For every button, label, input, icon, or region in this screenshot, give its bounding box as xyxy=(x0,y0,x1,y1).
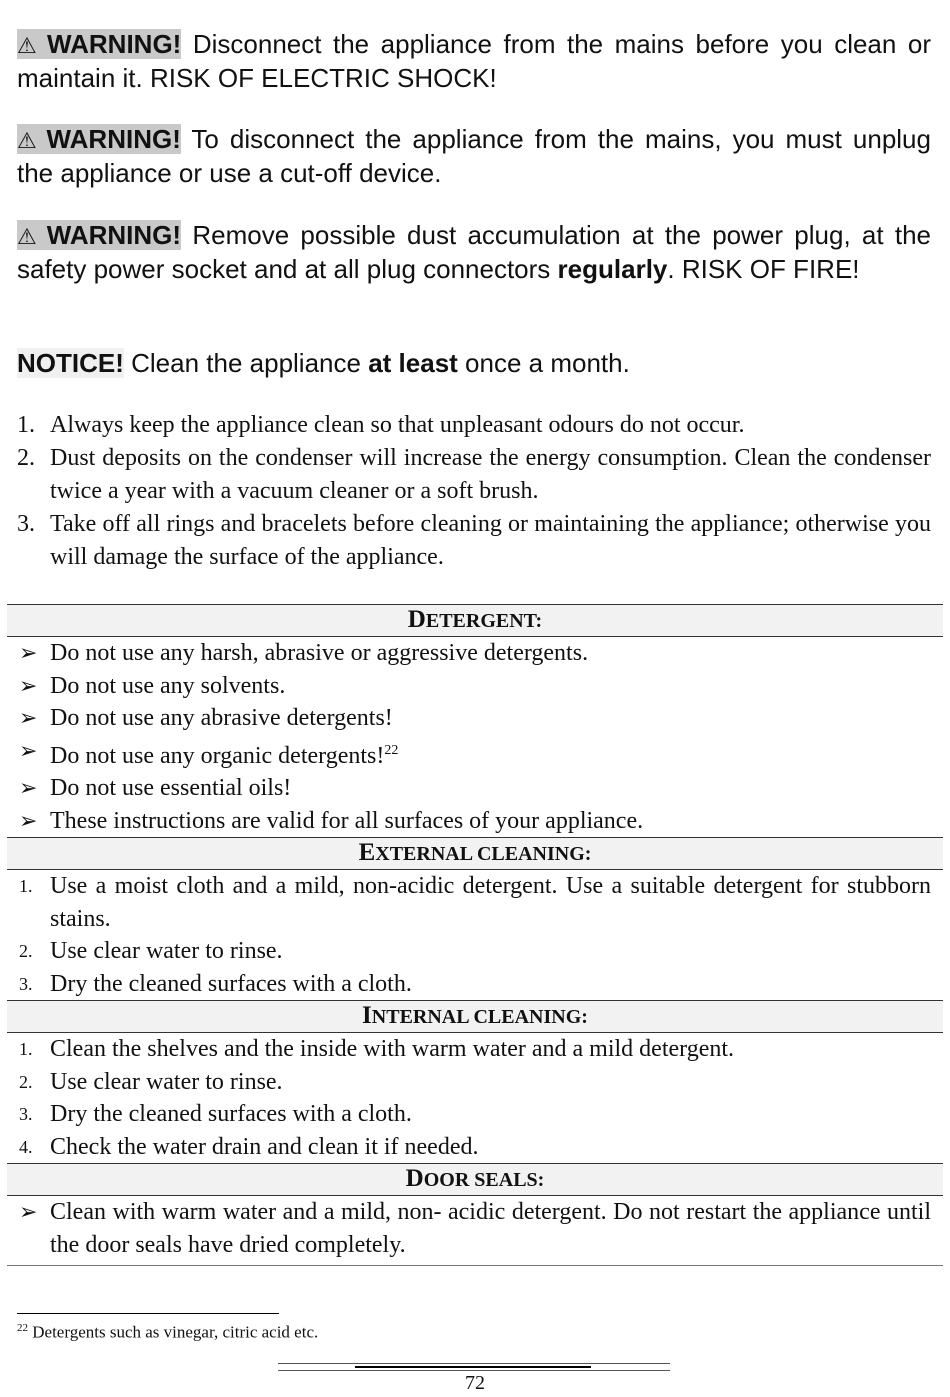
cleaning-table xyxy=(7,604,943,1266)
section-header-door-seals: DOOR SEALS: xyxy=(7,1163,943,1196)
list-item: 3. Dry the cleaned surfaces with a cloth. xyxy=(19,970,412,997)
arrowhead-bullet-icon: ➢ xyxy=(19,737,38,763)
warning-text: Remove possible dust accumulation at the power plug, at the safety power socket and at all plug connectors xyxy=(17,220,931,284)
list-item: 3. Dry the cleaned surfaces with a cloth. xyxy=(19,1101,412,1127)
notice-tag: NOTICE! xyxy=(17,348,124,378)
list-item: 2. Use clear water to rinse. xyxy=(19,1068,283,1095)
arrowhead-bullet-icon: ➢ xyxy=(19,775,38,800)
warning-fire xyxy=(17,219,931,286)
notice-text-end: once a month. xyxy=(465,348,630,378)
arrowhead-bullet-icon: ➢ xyxy=(19,1199,38,1224)
warning-electric-shock xyxy=(17,28,931,95)
footnote-ref: 22 xyxy=(384,742,399,758)
page-footer-rule-thick xyxy=(355,1366,591,1368)
section-header-detergent: DETERGENT: xyxy=(7,604,943,637)
warning-tag: ⚠ WARNING! xyxy=(17,124,181,154)
page-number: 72 xyxy=(465,1372,485,1394)
footnote: $^{22}$ Detergents such as vinegar, citric acid etc. xyxy=(17,1322,319,1342)
warning-triangle-icon: ⚠ xyxy=(17,224,41,249)
notice xyxy=(17,347,931,380)
list-item: ➢ Do not use any solvents. xyxy=(7,670,943,703)
warning-text: Disconnect the appliance from the mains before you clean or maintain it. RISK OF ELECTRIC SHOCK! xyxy=(17,29,931,93)
arrowhead-bullet-icon: ➢ xyxy=(19,672,38,698)
list-item: ➢ These instructions are valid for all surfaces of your appliance. xyxy=(7,805,943,838)
list-item: ➢ Do not use any abrasive detergents! xyxy=(7,702,943,735)
list-item: ➢ Do not use any harsh, abrasive or aggressive detergents. xyxy=(7,637,943,670)
notice-emphasis: at least xyxy=(368,348,458,378)
warning-triangle-icon: ⚠ xyxy=(17,128,41,153)
list-item: 1. Always keep the appliance clean so that unpleasant odours do not occur. xyxy=(17,412,745,438)
page-footer-rule xyxy=(278,1370,670,1371)
warning-tag: ⚠ WARNING! xyxy=(17,220,182,250)
warning-tag: ⚠ WARNING! xyxy=(17,29,182,59)
arrowhead-bullet-icon: ➢ xyxy=(19,807,38,833)
warning-text: To disconnect the appliance from the mains, you must unplug the appliance or use a cut-off device. xyxy=(17,124,931,188)
page-footer-rule xyxy=(278,1363,670,1364)
list-item: 1. Use a moist cloth and a mild, non-acidic detergent. Use a suitable detergent for stubborn stains. xyxy=(19,873,931,932)
arrowhead-bullet-icon: ➢ xyxy=(19,640,38,665)
notice-text: Clean the appliance xyxy=(131,348,361,378)
section-header-internal-cleaning: INTERNAL CLEANING: xyxy=(7,1000,943,1033)
warning-disconnect xyxy=(17,123,931,190)
list-item: 2. Dust deposits on the condenser will increase the energy consumption. Clean the condenser twice a year with a vacuum cleaner or a soft brush. xyxy=(17,445,931,504)
list-item: 3. Take off all rings and bracelets before cleaning or maintaining the appliance; otherwise you will damage the surface of the appliance. xyxy=(17,511,931,570)
list-item: ➢ Clean with warm water and a mild, non- acidic detergent. Do not restart the appliance until the door seals have dried completely. xyxy=(7,1196,943,1266)
list-item: 4. Check the water drain and clean it if needed. xyxy=(19,1133,479,1160)
list-item: ➢ Do not use any organic detergents!$^{22}$ xyxy=(7,735,943,773)
list-item: 1. Clean the shelves and the inside with warm water and a mild detergent. xyxy=(19,1036,735,1062)
general-steps xyxy=(17,409,931,574)
warning-emphasis: regularly xyxy=(557,254,668,284)
warning-text-end: . RISK OF FIRE! xyxy=(667,254,860,284)
list-item: ➢ Do not use essential oils! xyxy=(7,772,943,805)
section-header-external-cleaning: EXTERNAL CLEANING: xyxy=(7,837,943,870)
warning-triangle-icon: ⚠ xyxy=(17,33,42,58)
list-item: 2. Use clear water to rinse. xyxy=(19,938,283,964)
arrowhead-bullet-icon: ➢ xyxy=(19,705,38,730)
footnote-divider xyxy=(17,1313,279,1314)
